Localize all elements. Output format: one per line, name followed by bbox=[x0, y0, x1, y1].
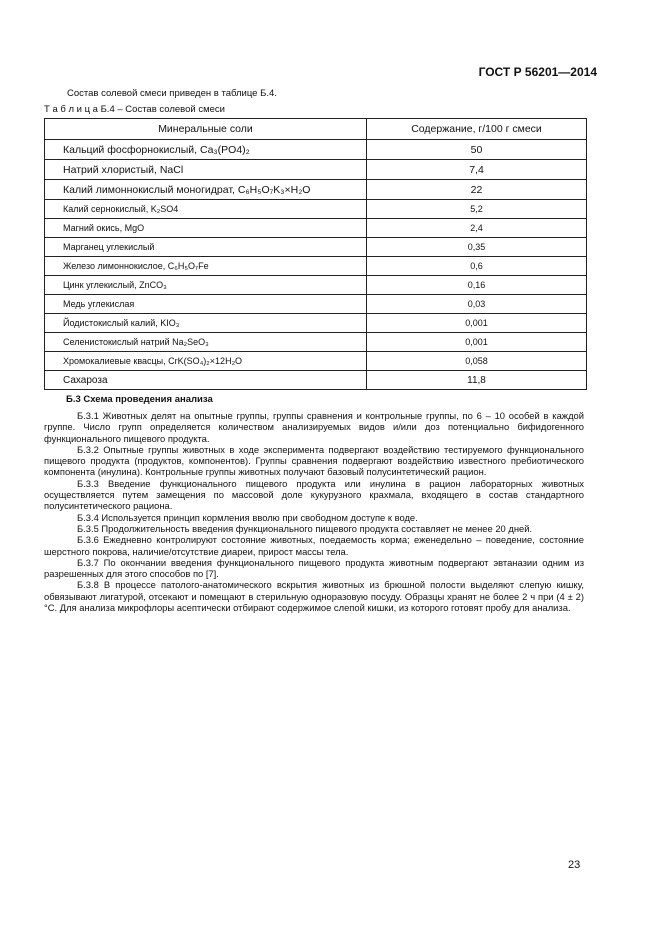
salt-name: Калий лимоннокислый моногидрат, C₆H₅O₇K₃×H₂O bbox=[45, 180, 367, 200]
table-row bbox=[45, 333, 587, 352]
document-id: ГОСТ Р 56201—2014 bbox=[478, 65, 597, 79]
table-row bbox=[45, 371, 587, 390]
salt-name: Железо лимоннокислое, C₆H₅O₇Fe bbox=[45, 257, 367, 276]
page-number: 23 bbox=[568, 859, 581, 871]
section-body bbox=[44, 410, 584, 613]
paragraph-b32: Б.3.2 Опытные группы животных в ходе эксперимента подвергают воздействию тестируемого функционального пищевого продукта (продуктов, компонентов). Группы сравнения подвергают воздействию известного пребиотического компонента (инулина). Контрольные группы животных получают базовый полусинтетический рацион. bbox=[44, 443, 584, 478]
salt-value: 11,8 bbox=[367, 371, 587, 390]
paragraph-b31: Б.3.1 Животных делят на опытные группы, группы сравнения и контрольные группы, по 6 – 10 особей в каждой группе. Число групп определяется количеством анализируемых видов и/или доз потенциально бифидогенного функционального пищевого продукта. bbox=[44, 410, 584, 444]
paragraph-b37: Б.3.7 По окончании введения функционального пищевого продукта животным подвергают эвтаназии одним из разрешенных для этого способов по [7]. bbox=[44, 556, 584, 580]
table-row bbox=[45, 314, 587, 333]
salt-value: 2,4 bbox=[367, 219, 587, 238]
salt-name: Калий сернокислый, K₂SO4 bbox=[45, 200, 367, 219]
table-row bbox=[45, 276, 587, 295]
salt-name: Цинк углекислый, ZnCO₃ bbox=[45, 276, 367, 295]
salt-value: 7,4 bbox=[367, 160, 587, 180]
table-row bbox=[45, 295, 587, 314]
table-row bbox=[45, 257, 587, 276]
table-row bbox=[45, 238, 587, 257]
salt-value: 0,001 bbox=[367, 333, 587, 352]
salt-name: Магний окись, MgO bbox=[45, 219, 367, 238]
paragraph-b38: Б.3.8 В процессе патолого-анатомического вскрытия животных из брюшной полости выделяют слепую кишку, обвязывают лигатурой, отсекают и помещают в стерильную одноразовую посуду. Образцы хранят не более 2 ч при (4 ± 2) °С. Для анализа микрофлоры асептически отбирают содержимое слепой кишки, из которого готовят пробу для анализа. bbox=[44, 579, 584, 614]
table-row bbox=[45, 180, 587, 200]
salt-name: Марганец углекислый bbox=[45, 238, 367, 257]
table-row bbox=[45, 200, 587, 219]
salt-value: 0,35 bbox=[367, 238, 587, 257]
salt-name: Йодистокислый калий, KIO₃ bbox=[45, 314, 367, 333]
intro-text: Состав солевой смеси приведен в таблице Б.4. bbox=[67, 88, 277, 99]
salt-value: 0,03 bbox=[367, 295, 587, 314]
salt-mixture-table bbox=[44, 118, 587, 390]
salt-value: 0,6 bbox=[367, 257, 587, 276]
salt-name: Кальций фосфорнокислый, Ca₃(PO4)₂ bbox=[45, 140, 367, 160]
table-row bbox=[45, 160, 587, 180]
salt-value: 0,001 bbox=[367, 314, 587, 333]
table-row bbox=[45, 140, 587, 160]
salt-name: Сахароза bbox=[45, 371, 367, 390]
section-title: Б.3 Схема проведения анализа bbox=[66, 394, 213, 405]
paragraph-b35: Б.3.5 Продолжительность введения функционального пищевого продукта составляет не менее 20 дней. bbox=[77, 522, 533, 534]
salt-value: 0,058 bbox=[367, 352, 587, 371]
table-title: Т а б л и ц а Б.4 – Состав солевой смеси bbox=[44, 104, 225, 115]
salt-value: 22 bbox=[367, 180, 587, 200]
column-header-content: Содержание, г/100 г смеси bbox=[367, 119, 587, 140]
column-header-salts: Минеральные соли bbox=[45, 119, 367, 140]
salt-name: Натрий хлористый, NaCl bbox=[45, 160, 367, 180]
salt-name: Хромокалиевые квасцы, CrK(SO₄)₂×12H₂O bbox=[45, 352, 367, 371]
table-header-row bbox=[45, 119, 587, 140]
paragraph-b36: Б.3.6 Ежедневно контролируют состояние животных, поедаемость корма; еженедельно – поведение, состояние шерстного покрова, наличие/отсутствие диареи, прирост массы тела. bbox=[44, 534, 584, 557]
salt-value: 50 bbox=[367, 140, 587, 160]
salt-name: Медь углекислая bbox=[45, 295, 367, 314]
paragraph-b33: Б.3.3 Введение функционального пищевого продукта или инулина в рацион лабораторных животных осуществляется путем замещения по массовой доле кукурузного крахмала, входящего в состав стандартного полусинтетического рациона. bbox=[44, 477, 584, 512]
salt-name: Селенистокислый натрий Na₂SeO₃ bbox=[45, 333, 367, 352]
table-row bbox=[45, 352, 587, 371]
paragraph-b34: Б.3.4 Используется принцип кормления вволю при свободном доступе к воде. bbox=[77, 511, 418, 523]
salt-value: 0,16 bbox=[367, 276, 587, 295]
table-row bbox=[45, 219, 587, 238]
salt-value: 5,2 bbox=[367, 200, 587, 219]
